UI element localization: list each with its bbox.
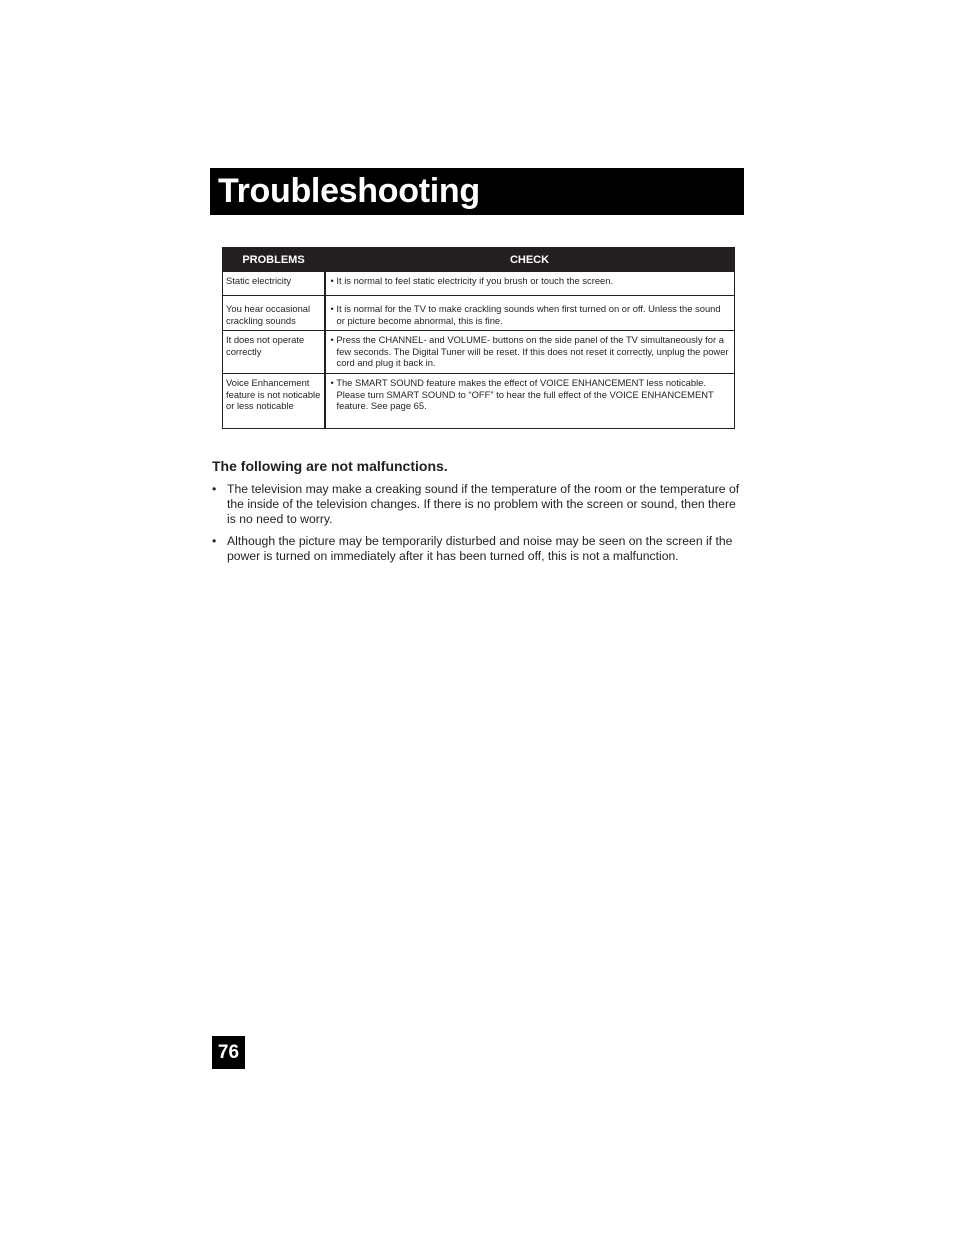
bullet-icon: • bbox=[212, 482, 217, 496]
column-header-check: CHECK bbox=[325, 248, 735, 272]
check-cell bbox=[325, 373, 735, 428]
table-row bbox=[223, 373, 735, 428]
check-cell bbox=[325, 272, 735, 296]
check-text: • Press the CHANNEL- and VOLUME- buttons on the side panel of the TV simultaneously for a few seconds. The Digital Tuner will be reset. If this does not reset it correctly, unplug the power cord and plug it back in. bbox=[330, 334, 729, 369]
problem-cell: Voice Enhancement feature is not noticable or less noticable bbox=[223, 373, 325, 428]
note-text: Although the picture may be temporarily disturbed and noise may be seen on the screen if the power is turned on immediately after it has been turned off, this is not a malfunction. bbox=[227, 534, 733, 563]
check-text: • The SMART SOUND feature makes the effect of VOICE ENHANCEMENT less noticable. Please turn SMART SOUND to “OFF” to hear the full effect of the VOICE ENHANCEMENT feature. See page 65. bbox=[330, 376, 714, 412]
list-item bbox=[212, 534, 742, 564]
notes-heading: The following are not malfunctions. bbox=[212, 458, 448, 474]
problem-cell: You hear occasional crackling sounds bbox=[223, 296, 325, 331]
problem-cell: It does not operate correctly bbox=[223, 331, 325, 374]
bullet-icon: • bbox=[212, 534, 217, 548]
title-bar bbox=[210, 168, 744, 215]
problem-cell: Static electricity bbox=[223, 272, 325, 296]
notes-list bbox=[212, 482, 742, 571]
troubleshooting-table bbox=[222, 247, 735, 429]
check-text: • It is normal to feel static electricity if you brush or touch the screen. bbox=[330, 275, 614, 286]
table-row bbox=[223, 331, 735, 374]
table-row bbox=[223, 272, 735, 296]
note-text: The television may make a creaking sound if the temperature of the room or the temperature of the inside of the television changes. If there is no problem with the screen or sound, then there is no need to worry. bbox=[227, 482, 740, 526]
table-row bbox=[223, 296, 735, 331]
list-item bbox=[212, 482, 742, 527]
page-number: 76 bbox=[212, 1036, 245, 1069]
check-cell bbox=[325, 296, 735, 331]
page-title: Troubleshooting bbox=[218, 172, 480, 210]
table-header-row bbox=[223, 248, 735, 272]
column-header-problems: PROBLEMS bbox=[223, 248, 325, 272]
check-text: • It is normal for the TV to make crackling sounds when first turned on or off. Unless the sound or picture become abnormal, this is fine. bbox=[330, 303, 721, 326]
check-cell bbox=[325, 331, 735, 374]
